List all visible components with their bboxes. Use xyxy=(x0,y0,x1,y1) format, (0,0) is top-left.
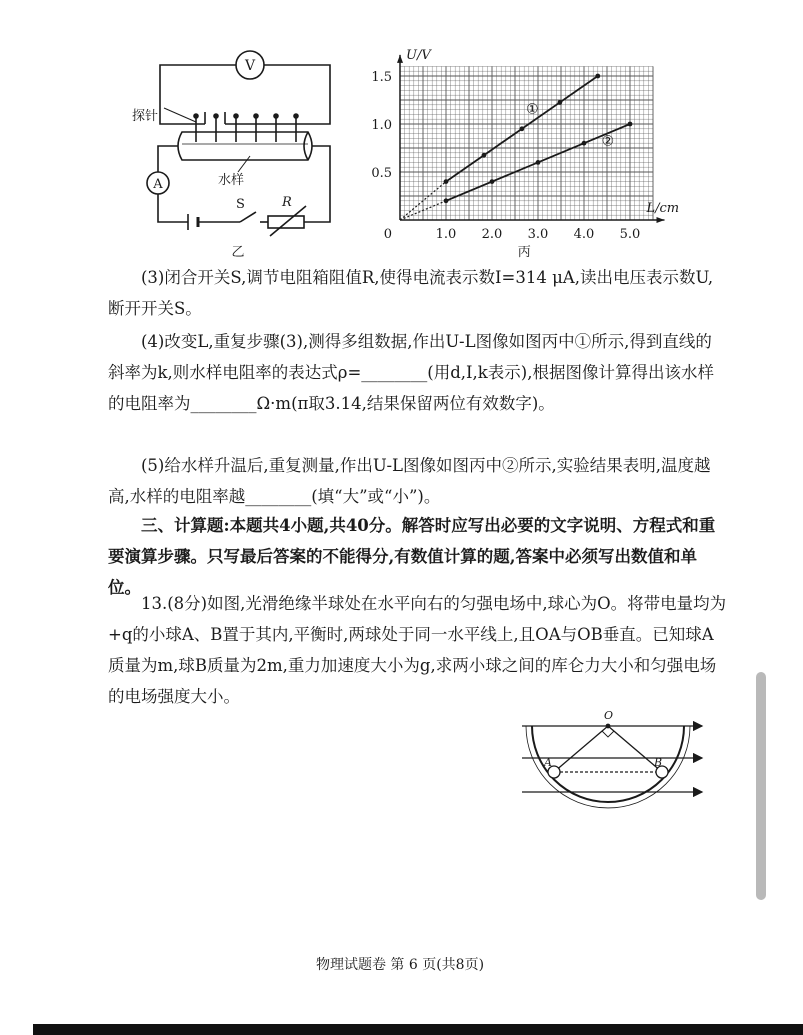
water-sample-label: 水样 xyxy=(218,173,245,188)
x-tick-label: 2.0 xyxy=(481,227,503,242)
section-3-heading: 三、计算题:本题共4小题,共40分。解答时应写出必要的文字说明、方程式和重要演算步骤。只写最后答案的不能得分,有数值计算的题,答案中必须写出数值和单位。 xyxy=(108,516,716,597)
question-13: 13.(8分)如图,光滑绝缘半球处在水平向右的匀强电场中,球心为O。将带电量均为+q的小球A、B置于其内,平衡时,两球处于同一水平线上,且OA与OB垂直。已知球A质量为m,球B质量为2m,重力加速度大小为g,求两小球之间的库仑力大小和匀强电场的电场强度大小。 xyxy=(108,594,727,706)
probe-label: 探针 xyxy=(132,109,159,124)
y-tick-label: 1.5 xyxy=(371,70,392,85)
x-tick-label: 5.0 xyxy=(619,227,641,242)
chart-axes xyxy=(397,55,665,223)
hemisphere-figure xyxy=(510,708,715,808)
x-axis-label: L/cm xyxy=(646,201,680,216)
ammeter-label: A xyxy=(153,177,163,192)
circuit-figure xyxy=(120,44,340,259)
series-label: ② xyxy=(601,133,615,150)
data-point xyxy=(582,141,587,146)
data-point xyxy=(490,179,495,184)
data-point xyxy=(557,100,562,105)
data-point xyxy=(520,126,525,131)
data-point xyxy=(444,198,449,203)
y-axis-label: U/V xyxy=(406,47,431,63)
voltmeter-label: V xyxy=(244,58,256,74)
y-tick-label: 0.5 xyxy=(371,166,392,181)
ball-b-label: B xyxy=(654,756,663,769)
y-axis-arrow xyxy=(397,55,403,63)
data-point xyxy=(536,160,541,165)
data-point xyxy=(595,74,600,79)
center-o-label: O xyxy=(604,709,614,722)
series-label: ① xyxy=(526,101,539,118)
origin-label: 0 xyxy=(383,227,392,242)
x-tick-label: 1.0 xyxy=(435,227,457,242)
data-point xyxy=(482,153,487,158)
paragraph-step-5: (5)给水样升温后,重复测量,作出U-L图像如图丙中②所示,实验结果表明,温度越高,水样的电阻率越________(填“大”或“小”)。 xyxy=(108,456,711,506)
chart-labels xyxy=(371,48,679,260)
bottom-edge-bar xyxy=(33,1024,803,1035)
chart-caption: 丙 xyxy=(517,245,531,260)
switch-label: S xyxy=(236,197,245,212)
chart-grid xyxy=(400,66,653,220)
figure-yi-caption: 乙 xyxy=(231,245,245,260)
data-point xyxy=(444,179,449,184)
ul-chart xyxy=(360,44,680,260)
x-axis-arrow xyxy=(657,217,665,223)
scrollbar-thumb[interactable] xyxy=(756,672,766,900)
data-point xyxy=(628,122,633,127)
y-tick-label: 1.0 xyxy=(371,118,392,133)
x-tick-label: 4.0 xyxy=(573,227,595,242)
paragraph-step-3: (3)闭合开关S,调节电阻箱阻值R,使得电流表示数I=314 μA,读出电压表示数U,断开开关S。 xyxy=(108,268,714,318)
chart-series xyxy=(400,74,632,220)
x-tick-label: 3.0 xyxy=(527,227,549,242)
ball-a-label: A xyxy=(544,756,552,769)
paragraph-step-4: (4)改变L,重复步骤(3),测得多组数据,作出U-L图像如图丙中①所示,得到直线的斜率为k,则水样电阻率的表达式ρ=________(用d,I,k表示),根据图像计算得出该水样的电阻率为________Ω·m(π取3.14,结果保留两位有效数字)。 xyxy=(108,332,714,413)
resistor-label: R xyxy=(282,195,292,210)
page-footer: 物理试题卷 第 6 页(共8页) xyxy=(315,957,485,973)
